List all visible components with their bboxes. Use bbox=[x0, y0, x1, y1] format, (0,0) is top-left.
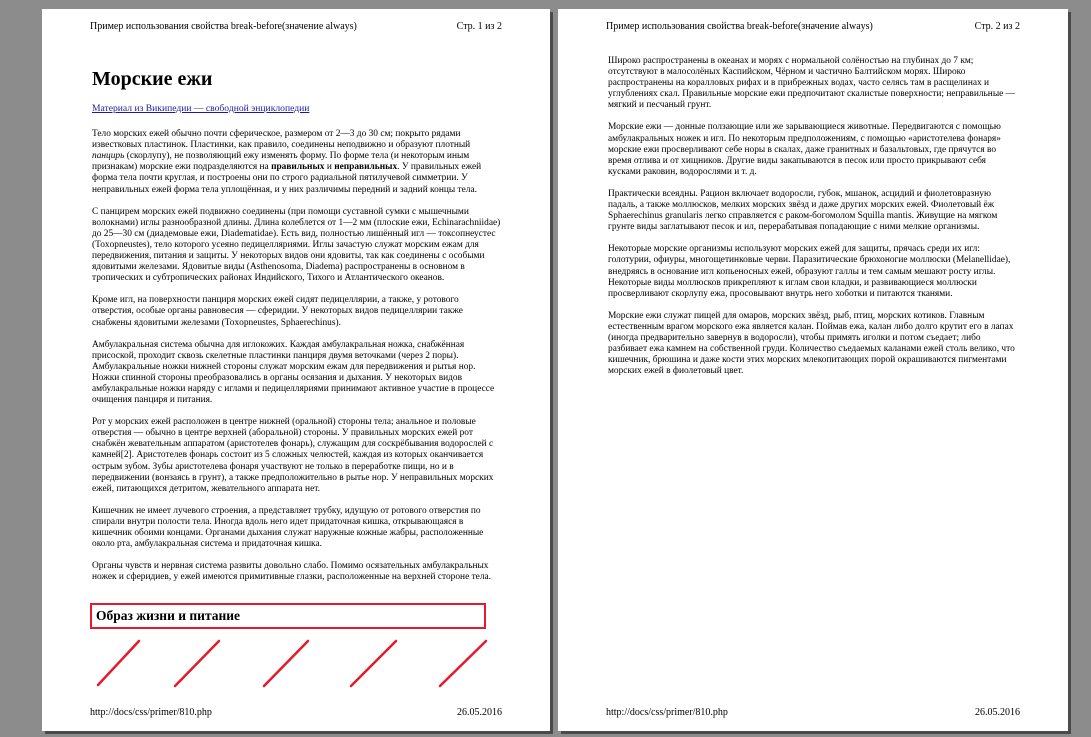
paragraph: Амбулакральная система обычна для иглокожих. Каждая амбулакральная ножка, снабжённая присоской, проходит сквозь скелетные пластинки панциря двумя веточками (через 2 поры). Амбулакральные ножки нижней стороны служат морским ежам для передвижения и рытья нор. Ножки спинной стороны преобразовались в органы осязания и дыхания. У некоторых видов амбулакральные ножки наряду с иглами и педицелляриями принимают активное участие в процессе очищения панциря и питания. bbox=[92, 339, 495, 406]
page-counter: Стр. 1 из 2 bbox=[456, 21, 502, 32]
paragraph: Кишечник не имеет лучевого строения, а представляет трубку, идущую от ротового отверстия по спирали внутри полости тела. Иногда вдоль него идет придаточная кишка, открывающаяся в кишечник обоими концами. Органами дыхания служат наружные кожные жабры, расположенные около рта, амбулакральная система и придаточная кишка. bbox=[92, 505, 484, 550]
paragraph: Морские ежи служат пищей для омаров, морских звёзд, рыб, птиц, морских котиков. Главным естественным врагом морского ежа является калан. Поймав ежа, калан либо долго крутит его в лапах (иногда предварительно завернув в водоросли), чтобы примять иголки и потом съедает; либо разбивает ежа камнем на собственной груди. Количество съедаемых каланами ежей столь велико, что кишечник, брюшина и даже кости этих морских млекопитающих порой окрашиваются пигментами морских ежей в фиолетовый цвет. bbox=[608, 310, 1015, 377]
page-counter: Стр. 2 из 2 bbox=[974, 21, 1020, 32]
paragraph: Широко распространены в океанах и морях с нормальной солёностью на глубинах до 7 км; отсутствуют в малосолёных Каспийском, Чёрном и частично Балтийском морях. Широко распространены на коралловых рифах и в прибрежных водах, часто селясь там в расщелинах и углублениях скал. Правильные морские ежи предпочитают скалистые поверхности; неправильные — мягкий и песчаный грунт. bbox=[608, 56, 1016, 111]
paragraph: Кроме игл, на поверхности панциря морских ежей сидят педицеллярии, а также, у ротового отверстия, особые органы равновесия — сферидии. У некоторых видов педицеллярии также снабжены ядовитыми железами (Toxopneustes, Sphaerechinus). bbox=[92, 295, 463, 328]
paragraph: С панцирем морских ежей подвижно соединены (при помощи суставной сумки с мышечными волокнами) иглы разнообразной длины. Длина колеблется от 1—2 мм (плоские ежи, Echinarachniidae) до 25—30 см (диадемовые ежи, Diadematidae). Есть вид, полностью лишённый игл — токсопнеустес (Toxopneustes), тело которого усеяно педицелляриями. Иглы зачастую служат морским ежам для передвижения, питания и защиты. У некоторых видов они ядовиты, так как соединены с особыми ядовитыми железами. Ядовитые виды (Asthenosoma, Diadema) распространены в основном в тропических и субтропических районах Индийского, Тихого и Атлантического океанов. bbox=[92, 206, 501, 284]
page-footer-url: http://docs/css/primer/810.php bbox=[90, 707, 212, 718]
page-footer-date: 26.05.2016 bbox=[457, 707, 502, 718]
paragraph: Практически всеядны. Рацион включает водоросли, губок, мшанок, асцидий и фиолетовразную падаль, а также моллюсков, мелких морских звёзд и даже других морских ежей. Фиолетовый ёж Sphaerechinus granularis легко справляется с раком-богомолом Squilla mantis. Живущие на мягком грунте виды заглатывают песок и ил, перерабатывая попадающие с ними мелкие организмы. bbox=[608, 188, 998, 233]
red-stroke bbox=[264, 641, 308, 686]
paragraph: Рот у морских ежей расположен в центре нижней (оральной) стороны тела; анальное и половые отверстия — обычно в центре верхней (аборальной) стороны. У правильных морских ежей рот снабжён жевательным аппаратом (аристотелев фонарь), служащим для соскрёбывания водорослей с камней[2]. Аристотелев фонарь состоит из 5 сложных челюстей, каждая из которых оканчивается острым зубом. Зубы аристотелева фонаря участвуют не только в переработке пищи, но и в передвижении (вонзаясь в грунт), а также предположительно в рытье нор. У неправильных морских ежей, питающихся детритом, жевательного аппарата нет. bbox=[92, 417, 494, 494]
page-header-title: Пример использования свойства break-before(значение always) bbox=[606, 21, 873, 32]
red-stroke bbox=[440, 641, 486, 686]
red-stroke bbox=[351, 641, 396, 686]
red-stroke bbox=[98, 641, 139, 685]
section-heading-highlighted: Образ жизни и питание bbox=[90, 603, 486, 629]
paragraph: Некоторые морские организмы используют морских ежей для защиты, прячась среди их игл: голотурии, офиуры, многощетинковые черви. Паразитические брюхоногие моллюски (Melanellidae), внедряясь в основание игл копьеносных ежей, образуют галлы и тем самым мешают росту иглы. Некоторые виды моллюсков прикрепляют к иглам свои кладки, и развивающиеся моллюски просверливают скорлупу ежа, просовывают внутрь него хоботки и питаются тканями. bbox=[608, 244, 1011, 299]
red-hatch-annotation bbox=[42, 9, 550, 731]
print-page-1 bbox=[42, 9, 550, 731]
paragraph: Органы чувств и нервная система развиты довольно слабо. Помимо осязательных амбулакральных ножек и сферидиев, у ежей имеются примитивные глазки, расположенные на верхней стороне тела. bbox=[92, 561, 492, 583]
paragraph: Тело морских ежей обычно почти сферическое, размером от 2—3 до 30 см; покрыто рядами известковых пластинок. Пластинки, как правило, соединены неподвижно и образуют плотный панцирь (скорлупу), не позволяющий ежу изменять форму. По форме тела (и некоторым иным признакам) морские ежи подразделяются на правильных и неправильных. У правильных ежей форма тела почти круглая, и построены они по строго радиальной пятилучевой симметрии. У неправильных ежей форма тела уплощённая, и у них различимы передний и задний концы тела. bbox=[92, 129, 482, 195]
page-footer-url: http://docs/css/primer/810.php bbox=[606, 707, 728, 718]
print-page-2 bbox=[558, 9, 1068, 731]
page-footer-date: 26.05.2016 bbox=[975, 707, 1020, 718]
source-link[interactable]: Материал из Википедии — свободной энциклопедии bbox=[92, 103, 310, 114]
page-header-title: Пример использования свойства break-before(значение always) bbox=[90, 21, 357, 32]
page-2-content bbox=[608, 56, 1018, 388]
article-title: Морские ежи bbox=[92, 68, 213, 90]
paragraph: Морские ежи — донные ползающие или же зарывающиеся животные. Передвигаются с помощью амбулакральных ножек и игл. По некоторым предположениям, с помощью «аристотелева фонаря» морские ежи просверливают себе норы в скалах, даже гранитных и базальтовых, где прячутся во время отлива и от хищников. Другие виды закапываются в песок или просто прикрывают себя кусками раковин, водорослями и т. д. bbox=[608, 122, 1001, 177]
red-stroke bbox=[175, 641, 219, 686]
